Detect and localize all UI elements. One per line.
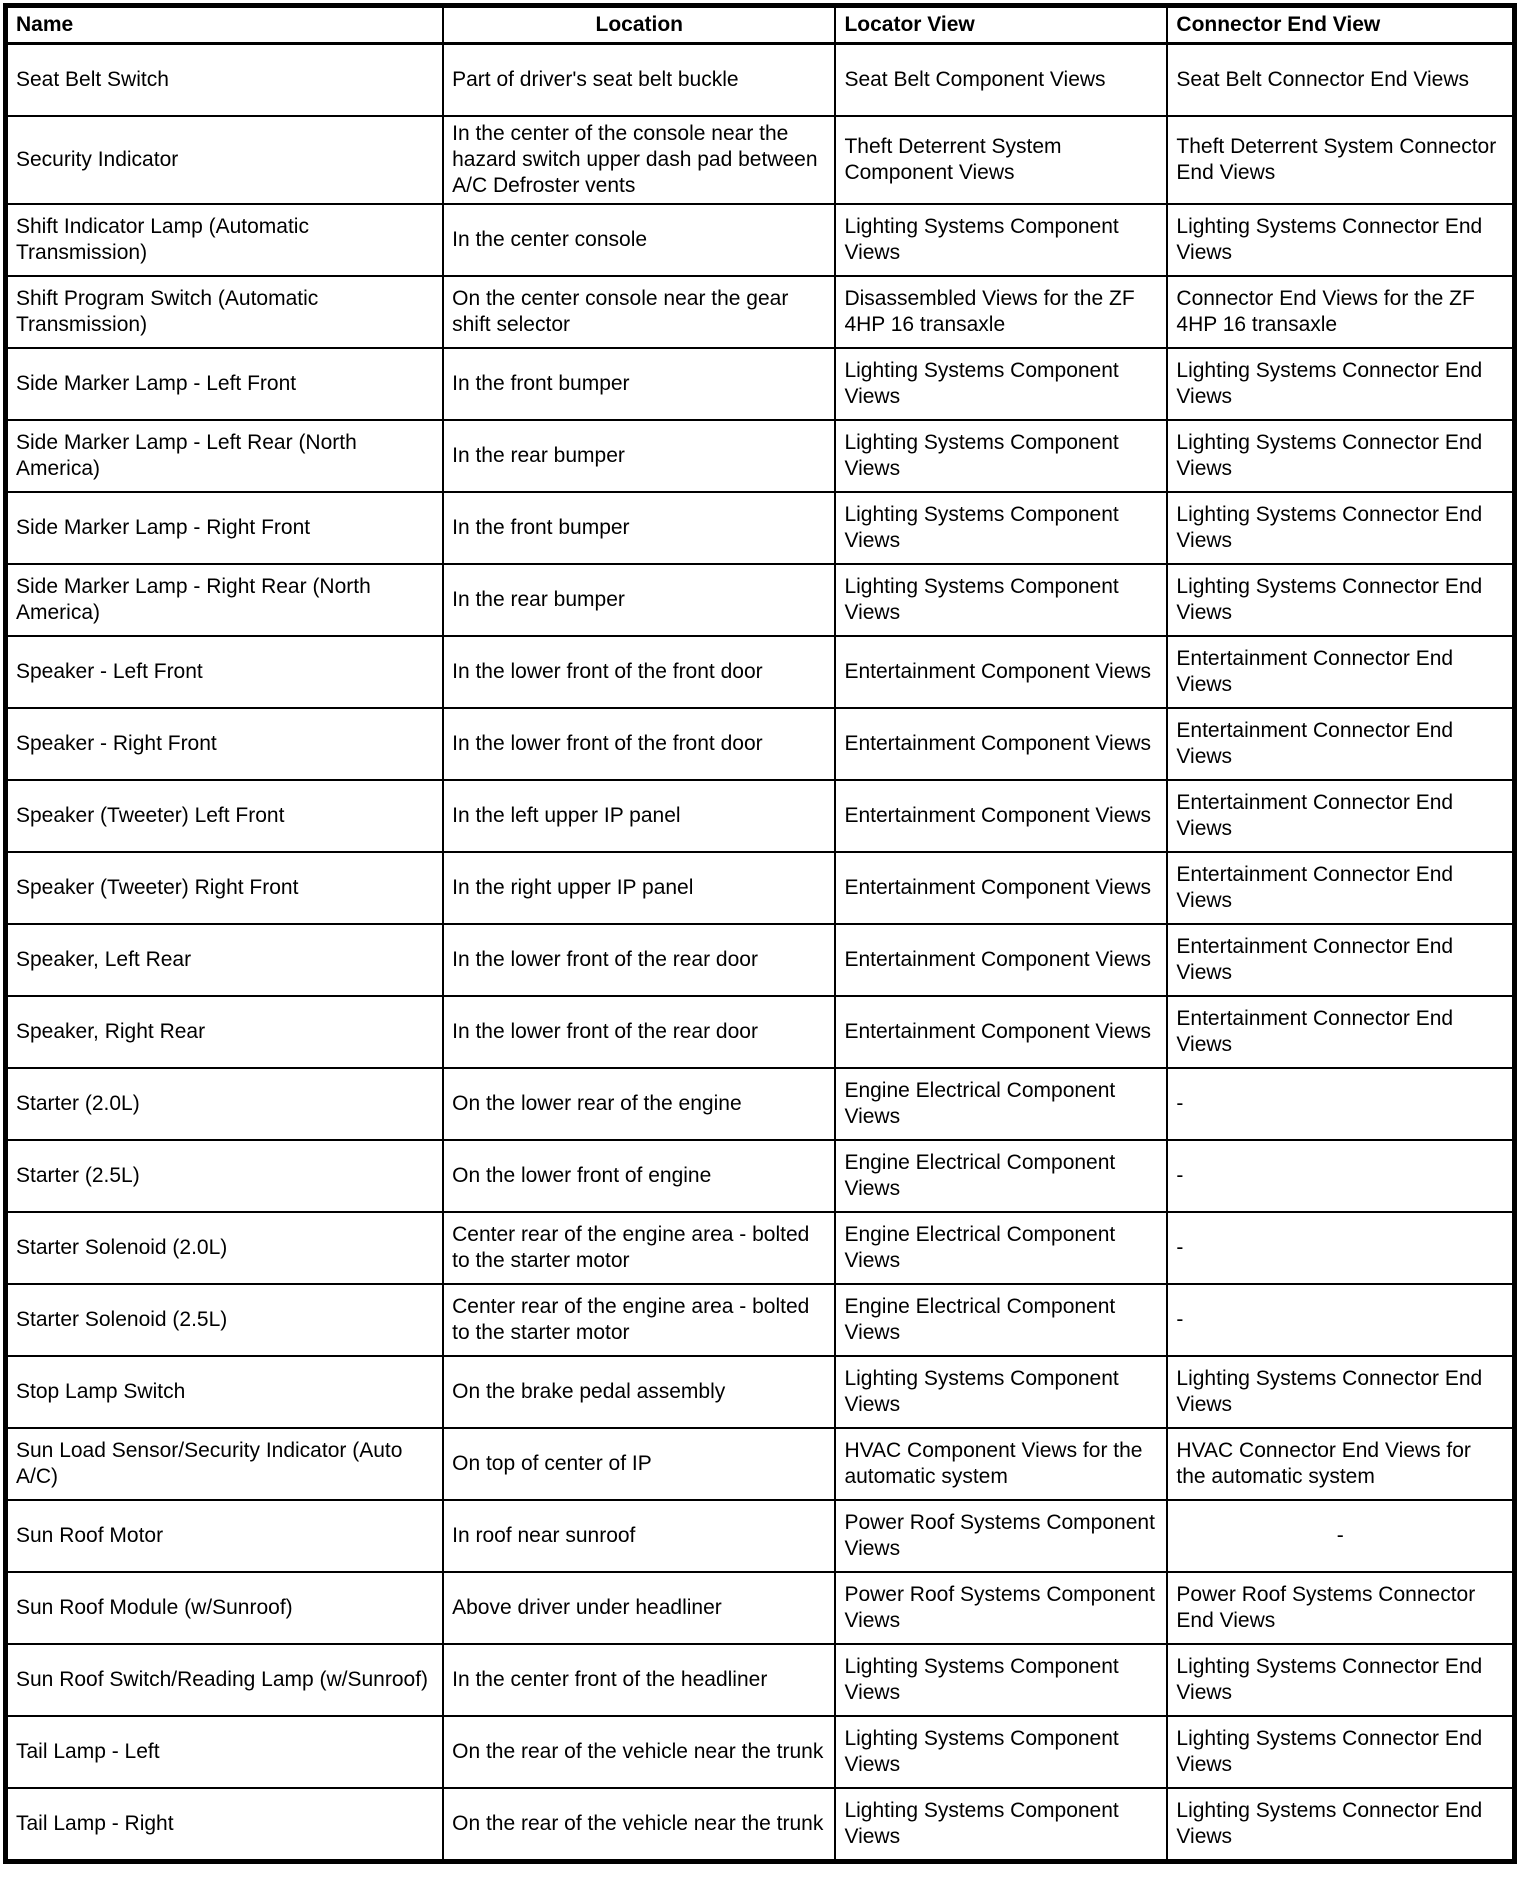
locator-view-cell: Entertainment Component Views — [835, 708, 1167, 780]
table-row — [6, 996, 1515, 1068]
locator-view-cell: Lighting Systems Component Views — [835, 1644, 1167, 1716]
locator-view-cell: Entertainment Component Views — [835, 924, 1167, 996]
location-cell: In the front bumper — [443, 492, 835, 564]
connector-end-view-cell: Seat Belt Connector End Views — [1167, 44, 1514, 117]
connector-end-view-cell: Lighting Systems Connector End Views — [1167, 564, 1514, 636]
table-row — [6, 1644, 1515, 1716]
name-cell: Sun Roof Switch/Reading Lamp (w/Sunroof) — [6, 1644, 444, 1716]
table-row — [6, 1212, 1515, 1284]
table-row — [6, 1356, 1515, 1428]
connector-end-view-cell: - — [1167, 1140, 1514, 1212]
locator-view-cell: Engine Electrical Component Views — [835, 1140, 1167, 1212]
name-cell: Starter Solenoid (2.0L) — [6, 1212, 444, 1284]
table-row — [6, 1068, 1515, 1140]
name-cell: Speaker (Tweeter) Left Front — [6, 780, 444, 852]
table-row — [6, 1716, 1515, 1788]
table-row — [6, 636, 1515, 708]
location-cell: In roof near sunroof — [443, 1500, 835, 1572]
table-row — [6, 116, 1515, 204]
header-name: Name — [6, 6, 444, 44]
table-row — [6, 564, 1515, 636]
name-cell: Security Indicator — [6, 116, 444, 204]
name-cell: Sun Roof Module (w/Sunroof) — [6, 1572, 444, 1644]
component-location-table — [3, 3, 1517, 1864]
connector-end-view-cell: Lighting Systems Connector End Views — [1167, 492, 1514, 564]
location-cell: In the center of the console near the hazard switch upper dash pad between A/C Defroster vents — [443, 116, 835, 204]
location-cell: Center rear of the engine area - bolted to the starter motor — [443, 1212, 835, 1284]
locator-view-cell: Seat Belt Component Views — [835, 44, 1167, 117]
connector-end-view-cell: Lighting Systems Connector End Views — [1167, 204, 1514, 276]
locator-view-cell: HVAC Component Views for the automatic system — [835, 1428, 1167, 1500]
location-cell: In the lower front of the front door — [443, 708, 835, 780]
table-row — [6, 852, 1515, 924]
location-cell: On the lower rear of the engine — [443, 1068, 835, 1140]
connector-end-view-cell: - — [1167, 1500, 1514, 1572]
name-cell: Shift Program Switch (Automatic Transmission) — [6, 276, 444, 348]
name-cell: Speaker (Tweeter) Right Front — [6, 852, 444, 924]
locator-view-cell: Power Roof Systems Component Views — [835, 1572, 1167, 1644]
name-cell: Tail Lamp - Left — [6, 1716, 444, 1788]
locator-view-cell: Disassembled Views for the ZF 4HP 16 transaxle — [835, 276, 1167, 348]
name-cell: Speaker - Left Front — [6, 636, 444, 708]
table-row — [6, 492, 1515, 564]
connector-end-view-cell: Power Roof Systems Connector End Views — [1167, 1572, 1514, 1644]
table-row — [6, 276, 1515, 348]
connector-end-view-cell: Lighting Systems Connector End Views — [1167, 348, 1514, 420]
table-row — [6, 204, 1515, 276]
location-cell: Center rear of the engine area - bolted to the starter motor — [443, 1284, 835, 1356]
locator-view-cell: Entertainment Component Views — [835, 780, 1167, 852]
locator-view-cell: Lighting Systems Component Views — [835, 420, 1167, 492]
location-cell: Part of driver's seat belt buckle — [443, 44, 835, 117]
connector-end-view-cell: - — [1167, 1068, 1514, 1140]
table-row — [6, 420, 1515, 492]
location-cell: In the lower front of the rear door — [443, 996, 835, 1068]
locator-view-cell: Power Roof Systems Component Views — [835, 1500, 1167, 1572]
location-cell: On top of center of IP — [443, 1428, 835, 1500]
table-row — [6, 1284, 1515, 1356]
table-row — [6, 1140, 1515, 1212]
table-row — [6, 1572, 1515, 1644]
locator-view-cell: Lighting Systems Component Views — [835, 1716, 1167, 1788]
locator-view-cell: Lighting Systems Component Views — [835, 204, 1167, 276]
locator-view-cell: Lighting Systems Component Views — [835, 1356, 1167, 1428]
name-cell: Starter Solenoid (2.5L) — [6, 1284, 444, 1356]
table-row — [6, 1428, 1515, 1500]
table-row — [6, 780, 1515, 852]
table-row — [6, 708, 1515, 780]
location-cell: In the left upper IP panel — [443, 780, 835, 852]
name-cell: Speaker, Left Rear — [6, 924, 444, 996]
locator-view-cell: Entertainment Component Views — [835, 636, 1167, 708]
table-row — [6, 924, 1515, 996]
connector-end-view-cell: - — [1167, 1212, 1514, 1284]
name-cell: Speaker - Right Front — [6, 708, 444, 780]
name-cell: Starter (2.5L) — [6, 1140, 444, 1212]
table-row — [6, 348, 1515, 420]
locator-view-cell: Engine Electrical Component Views — [835, 1068, 1167, 1140]
location-cell: On the brake pedal assembly — [443, 1356, 835, 1428]
locator-view-cell: Theft Deterrent System Component Views — [835, 116, 1167, 204]
name-cell: Side Marker Lamp - Left Front — [6, 348, 444, 420]
table-row — [6, 44, 1515, 117]
table-header-row — [6, 6, 1515, 44]
table-row — [6, 1788, 1515, 1862]
name-cell: Sun Roof Motor — [6, 1500, 444, 1572]
connector-end-view-cell: Theft Deterrent System Connector End Views — [1167, 116, 1514, 204]
location-cell: In the lower front of the rear door — [443, 924, 835, 996]
locator-view-cell: Engine Electrical Component Views — [835, 1284, 1167, 1356]
location-cell: In the center front of the headliner — [443, 1644, 835, 1716]
name-cell: Side Marker Lamp - Left Rear (North America) — [6, 420, 444, 492]
connector-end-view-cell: Lighting Systems Connector End Views — [1167, 420, 1514, 492]
location-cell: In the front bumper — [443, 348, 835, 420]
location-cell: On the lower front of engine — [443, 1140, 835, 1212]
location-cell: In the right upper IP panel — [443, 852, 835, 924]
location-cell: In the rear bumper — [443, 420, 835, 492]
connector-end-view-cell: Entertainment Connector End Views — [1167, 852, 1514, 924]
location-cell: In the center console — [443, 204, 835, 276]
name-cell: Stop Lamp Switch — [6, 1356, 444, 1428]
location-cell: On the rear of the vehicle near the trunk — [443, 1716, 835, 1788]
location-cell: Above driver under headliner — [443, 1572, 835, 1644]
name-cell: Starter (2.0L) — [6, 1068, 444, 1140]
table-body — [6, 44, 1515, 1862]
connector-end-view-cell: Lighting Systems Connector End Views — [1167, 1788, 1514, 1862]
connector-end-view-cell: HVAC Connector End Views for the automatic system — [1167, 1428, 1514, 1500]
location-cell: In the rear bumper — [443, 564, 835, 636]
connector-end-view-cell: Lighting Systems Connector End Views — [1167, 1716, 1514, 1788]
locator-view-cell: Lighting Systems Component Views — [835, 1788, 1167, 1862]
location-cell: On the rear of the vehicle near the trunk — [443, 1788, 835, 1862]
name-cell: Sun Load Sensor/Security Indicator (Auto A/C) — [6, 1428, 444, 1500]
table-row — [6, 1500, 1515, 1572]
name-cell: Shift Indicator Lamp (Automatic Transmission) — [6, 204, 444, 276]
name-cell: Tail Lamp - Right — [6, 1788, 444, 1862]
header-locator-view: Locator View — [835, 6, 1167, 44]
connector-end-view-cell: Entertainment Connector End Views — [1167, 996, 1514, 1068]
locator-view-cell: Entertainment Component Views — [835, 852, 1167, 924]
name-cell: Side Marker Lamp - Right Rear (North America) — [6, 564, 444, 636]
connector-end-view-cell: Lighting Systems Connector End Views — [1167, 1644, 1514, 1716]
connector-end-view-cell: Entertainment Connector End Views — [1167, 636, 1514, 708]
locator-view-cell: Lighting Systems Component Views — [835, 492, 1167, 564]
locator-view-cell: Engine Electrical Component Views — [835, 1212, 1167, 1284]
header-connector-end-view: Connector End View — [1167, 6, 1514, 44]
location-cell: In the lower front of the front door — [443, 636, 835, 708]
connector-end-view-cell: Entertainment Connector End Views — [1167, 780, 1514, 852]
locator-view-cell: Lighting Systems Component Views — [835, 348, 1167, 420]
connector-end-view-cell: Entertainment Connector End Views — [1167, 708, 1514, 780]
locator-view-cell: Lighting Systems Component Views — [835, 564, 1167, 636]
connector-end-view-cell: Entertainment Connector End Views — [1167, 924, 1514, 996]
header-location: Location — [443, 6, 835, 44]
location-cell: On the center console near the gear shift selector — [443, 276, 835, 348]
locator-view-cell: Entertainment Component Views — [835, 996, 1167, 1068]
name-cell: Side Marker Lamp - Right Front — [6, 492, 444, 564]
connector-end-view-cell: Connector End Views for the ZF 4HP 16 transaxle — [1167, 276, 1514, 348]
connector-end-view-cell: Lighting Systems Connector End Views — [1167, 1356, 1514, 1428]
name-cell: Speaker, Right Rear — [6, 996, 444, 1068]
connector-end-view-cell: - — [1167, 1284, 1514, 1356]
name-cell: Seat Belt Switch — [6, 44, 444, 117]
